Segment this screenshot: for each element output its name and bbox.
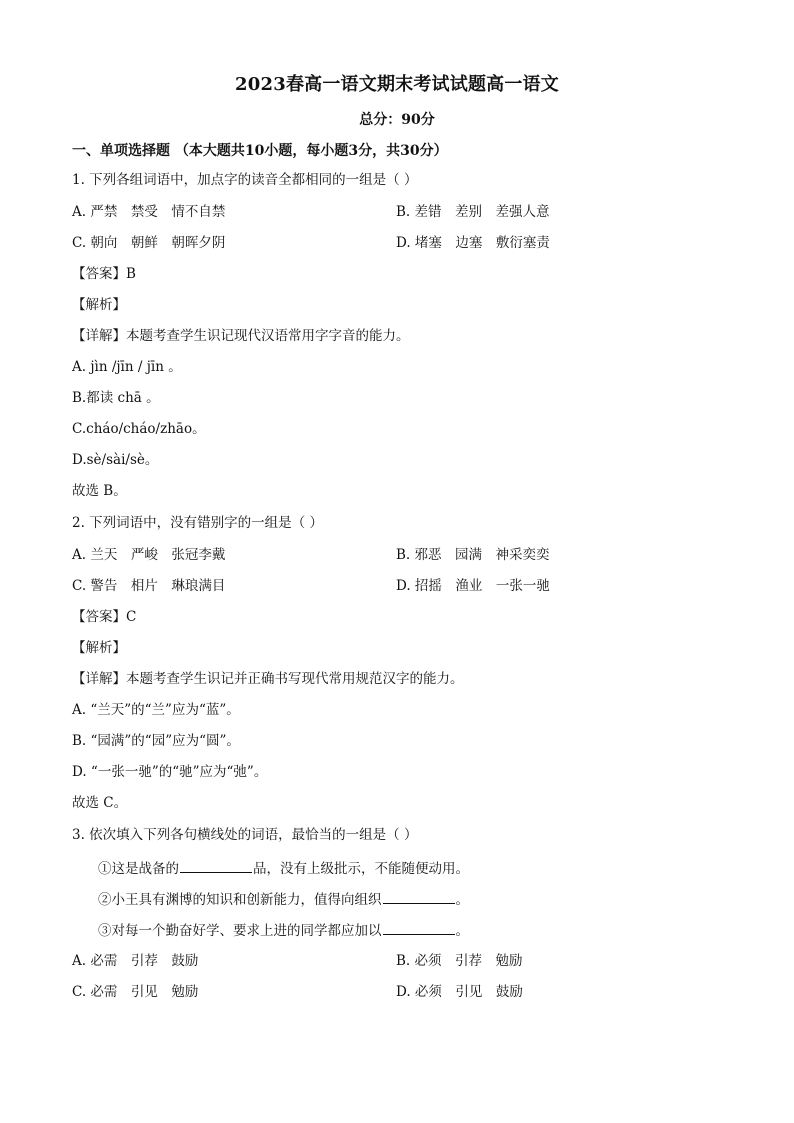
question-2-analysis-label: 【解析】 <box>72 640 126 656</box>
question-1-analysis-line: D.sè/sài/sè。 <box>72 452 159 468</box>
question-3-option-a: A. 必需 引荐 鼓励 <box>72 953 199 969</box>
answer-blank <box>383 891 455 904</box>
question-1-option-a: A. 严禁 禁受 情不自禁 <box>72 204 226 220</box>
question-2-detail: 【详解】本题考查学生识记并正确书写现代常用规范汉字的能力。 <box>72 671 464 687</box>
question-2-answer: 【答案】C <box>72 609 137 625</box>
sentence-2-start: ②小王具有渊博的知识和创新能力，值得向组织 <box>98 892 382 908</box>
question-3-sentence-2 <box>98 891 469 908</box>
question-3-stem: 3. 依次填入下列各句横线处的词语，最恰当的一组是（ ） <box>72 827 418 843</box>
sentence-3-end: 。 <box>455 923 469 939</box>
question-2-option-a: A. 兰天 严峻 张冠李戴 <box>72 547 226 563</box>
question-2-option-c: C. 警告 相片 琳琅满目 <box>72 578 226 594</box>
answer-blank <box>180 860 252 873</box>
question-2-stem: 2. 下列词语中，没有错别字的一组是（ ） <box>72 515 323 531</box>
sentence-2-end: 。 <box>455 892 469 908</box>
question-2-analysis-line: B. “园满”的“园”应为“圆”。 <box>72 733 240 749</box>
question-2-analysis-line: 故选 C。 <box>72 795 128 811</box>
question-1-analysis-line: B.都读 chā 。 <box>72 390 160 406</box>
question-1-detail: 【详解】本题考查学生识记现代汉语常用字字音的能力。 <box>72 328 410 344</box>
section-heading: 一、单项选择题 （本大题共10小题，每小题3分，共30分） <box>72 143 448 159</box>
question-1-stem: 1. 下列各组词语中，加点字的读音全都相同的一组是（ ） <box>72 172 418 188</box>
question-2-option-b: B. 邪恶 园满 神采奕奕 <box>396 547 550 563</box>
question-3-option-c: C. 必需 引见 勉励 <box>72 984 199 1000</box>
sentence-3-start: ③对每一个勤奋好学、要求上进的同学都应加以 <box>98 923 382 939</box>
question-1-analysis-line: C.cháo/cháo/zhāo。 <box>72 421 206 437</box>
question-2-analysis-line: A. “兰天”的“兰”应为“蓝”。 <box>72 702 240 718</box>
question-3-option-b: B. 必须 引荐 勉励 <box>396 953 523 969</box>
question-1-option-c: C. 朝向 朝鲜 朝晖夕阴 <box>72 235 226 251</box>
question-1-option-b: B. 差错 差别 差强人意 <box>396 204 550 220</box>
question-1-analysis-label: 【解析】 <box>72 297 126 313</box>
question-1-answer: 【答案】B <box>72 266 136 282</box>
question-3-sentence-1 <box>98 860 469 877</box>
question-2-option-d: D. 招摇 渔业 一张一驰 <box>396 578 550 594</box>
question-1-analysis-line: 故选 B。 <box>72 483 127 499</box>
sentence-1-end: 品，没有上级批示，不能随便动用。 <box>253 861 469 877</box>
sentence-1-start: ①这是战备的 <box>98 861 179 877</box>
question-3-sentence-3 <box>98 922 469 939</box>
exam-title: 2023春高一语文期末考试试题高一语文 <box>235 74 559 95</box>
answer-blank <box>383 922 455 935</box>
question-3-option-d: D. 必须 引见 鼓励 <box>396 984 523 1000</box>
question-2-analysis-line: D. “一张一驰”的“驰”应为“弛”。 <box>72 764 268 780</box>
question-1-analysis-line: A. jìn /jīn / jīn 。 <box>72 359 182 375</box>
question-1-option-d: D. 堵塞 边塞 敷衍塞责 <box>396 235 550 251</box>
total-score: 总分：90分 <box>359 112 435 128</box>
